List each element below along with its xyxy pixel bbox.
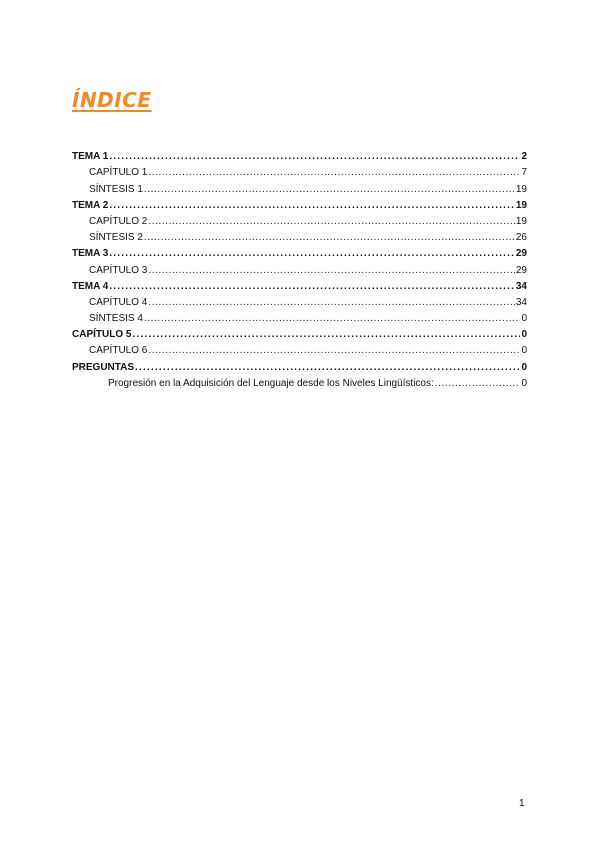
toc-entry-sintesis-2[interactable] <box>72 230 527 246</box>
toc-entry-tema-2[interactable] <box>72 198 527 214</box>
toc-entry-label: TEMA 3 <box>72 248 109 260</box>
page-number: 1 <box>519 798 525 809</box>
toc-entry-page: 29 <box>515 264 527 276</box>
toc-entry-page: 19 <box>515 183 527 195</box>
toc-entry-page: 29 <box>515 248 527 260</box>
toc-entry-label: TEMA 4 <box>72 280 109 292</box>
leader-dots <box>435 376 521 392</box>
toc-entry-page: 19 <box>515 215 527 227</box>
leader-dots <box>109 198 515 214</box>
table-of-contents <box>72 149 527 392</box>
toc-entry-capitulo-4[interactable] <box>72 295 527 311</box>
toc-entry-label: CAPÍTULO 6 <box>89 345 148 357</box>
toc-entry-label: CAPÍTULO 2 <box>89 215 148 227</box>
toc-entry-tema-1[interactable] <box>72 149 527 165</box>
toc-entry-capitulo-2[interactable] <box>72 214 527 230</box>
toc-entry-sintesis-4[interactable] <box>72 311 527 327</box>
toc-entry-page: 0 <box>521 361 527 373</box>
toc-entry-label: CAPÍTULO 3 <box>89 264 148 276</box>
toc-entry-capitulo-6[interactable] <box>72 343 527 359</box>
toc-entry-label: CAPÍTULO 5 <box>72 329 132 341</box>
toc-entry-capitulo-3[interactable] <box>72 262 527 278</box>
leader-dots <box>144 311 521 327</box>
leader-dots <box>148 165 520 181</box>
leader-dots <box>132 327 520 343</box>
toc-entry-page: 0 <box>521 313 527 325</box>
toc-entry-page: 0 <box>521 345 527 357</box>
leader-dots <box>135 360 520 376</box>
toc-entry-label: SÍNTESIS 1 <box>89 183 143 195</box>
toc-entry-page: 2 <box>521 151 527 163</box>
leader-dots <box>148 295 515 311</box>
toc-entry-page: 26 <box>515 232 527 244</box>
toc-entry-label: SÍNTESIS 4 <box>89 313 143 325</box>
toc-entry-label: TEMA 1 <box>72 151 109 163</box>
toc-entry-tema-3[interactable] <box>72 246 527 262</box>
leader-dots <box>144 230 515 246</box>
toc-entry-page: 0 <box>521 329 527 341</box>
toc-entry-capitulo-5[interactable] <box>72 327 527 343</box>
toc-entry-page: 34 <box>515 280 527 292</box>
leader-dots <box>109 149 520 165</box>
toc-title: ÍNDICE <box>72 88 152 112</box>
leader-dots <box>144 182 515 198</box>
toc-entry-label: Progresión en la Adquisición del Lenguaje desde los Niveles Lingüísticos: <box>108 377 434 389</box>
leader-dots <box>148 343 520 359</box>
leader-dots <box>148 263 515 279</box>
toc-entry-capitulo-1[interactable] <box>72 165 527 181</box>
toc-entry-preguntas[interactable] <box>72 359 527 375</box>
toc-entry-label: PREGUNTAS <box>72 361 135 373</box>
toc-entry-tema-4[interactable] <box>72 279 527 295</box>
leader-dots <box>109 279 515 295</box>
toc-entry-label: CAPÍTULO 4 <box>89 296 148 308</box>
toc-entry-page: 0 <box>521 377 527 389</box>
toc-entry-label: CAPÍTULO 1 <box>89 167 148 179</box>
toc-entry-page: 34 <box>515 296 527 308</box>
toc-entry-progresion[interactable] <box>72 376 527 392</box>
toc-entry-page: 7 <box>521 167 527 179</box>
toc-entry-label: TEMA 2 <box>72 199 109 211</box>
toc-entry-sintesis-1[interactable] <box>72 181 527 197</box>
toc-entry-label: SÍNTESIS 2 <box>89 232 143 244</box>
leader-dots <box>109 246 515 262</box>
toc-entry-page: 19 <box>515 199 527 211</box>
leader-dots <box>148 214 515 230</box>
